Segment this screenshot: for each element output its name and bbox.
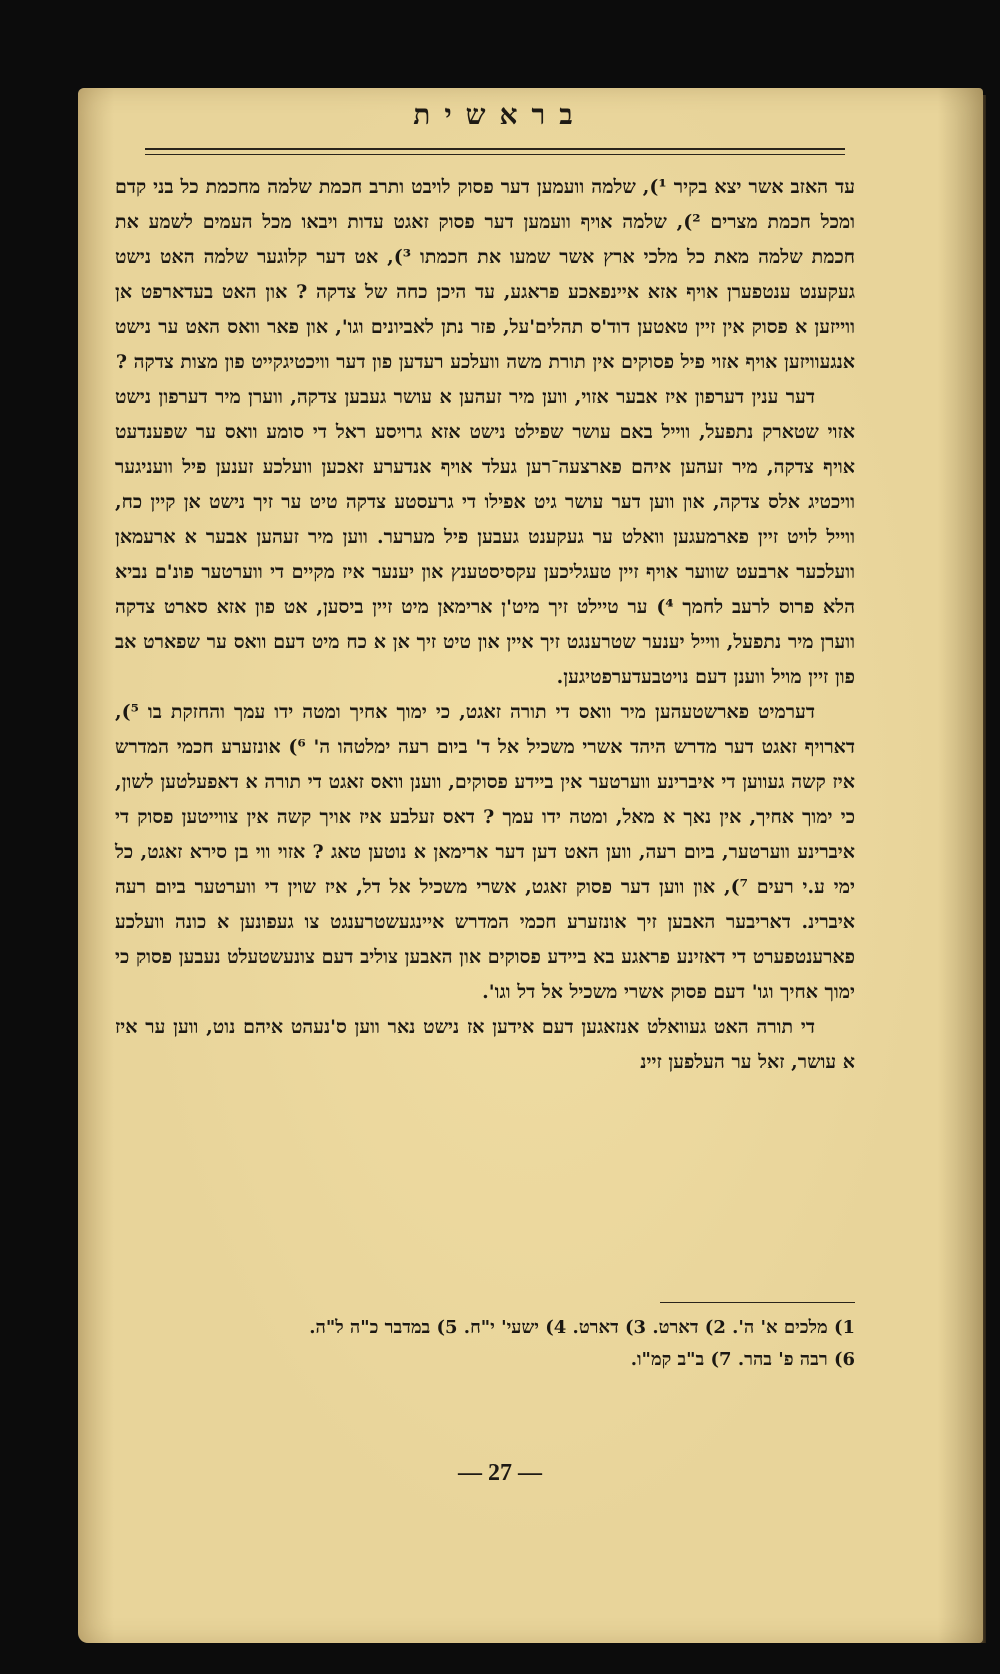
header-rule-bottom xyxy=(145,154,845,155)
footnotes xyxy=(115,1312,855,1376)
footnote-line: 6) רבה פ' בהר. 7) ב"ב קמ"ו. xyxy=(630,1349,855,1370)
running-head: בראשית xyxy=(413,98,587,131)
paragraph: עד האזב אשר יצא בקיר ¹), שלמה וועמען דער פסוק לויבט ותרב חכמת שלמה מחכמת כל בני קדם ומכל חכמת מצרים ²), שלמה אויף וועמען דער פסוק זאגט עדות ויבאו מכל העמים לשמע את חכמת שלמה מאת כל מלכי ארץ אשר שמעו את חכמתו ³), אט דער קלוגער שלמה האט נישט געקענט ענטפערן אויף אזא איינפאכע פראגע, עד היכן כחה של צדקה ? און האט בעדארפט אן ווייזען א פסוק אין זיין טאטען דוד'ס תהלים'על, פזר נתן לאביונים וגו', און פאר וואס האט ער נישט אנגעוויזען אויף אזוי פיל פסוקים אין תורת משה וועלכע רעדען פון דער וויכטיגקייט פון מצות צדקה ? xyxy=(115,176,855,373)
header-rule-top xyxy=(145,148,845,150)
paragraph: דער ענין דערפון איז אבער אזוי, ווען מיר זעהען א עושר געבען צדקה, ווערן מיר דערפון נישט אזוי שטארק נתפעל, ווייל באם עושר שפילט נישט אזא גרויסע ראל די סומע וואס ער שפענדעט אויף צדקה, מיר זעהען איהם פארצעה־רען געלד אויף אנדערע זאכען וועלכע זענען פיל וועניגער וויכטיג אלס צדקה, און ווען דער עושר גיט אפילו די גרעסטע צדקה טיט ער זיך נישט אן קיין כח, ווייל לויט זיין פארמעגען וואלט ער געקענט געבען פיל מערער. ווען מיר זעהען אבער א ארעמאן וועלכער ארבעט שווער אויף זיין טעגליכען עקסיסטענץ און יענער איז מקיים די ווערטער פונ'ם נביא הלא פרוס לרעב לחמך ⁴) ער טיילט זיך מיט'ן ארימאן מיט זיין ביסען, אט פון אזא סארט צדקה ווערן מיר נתפעל, ווייל יענער שטרענגט זיך איין און טיט זיך אן א כח מיט דעם וואס ער שפארט אב פון זיין מויל ווענן דעם נויטבעדערפטיגען. xyxy=(115,386,855,688)
footnote-line: 1) מלכים א' ה'. 2) דארט. 3) דארט. 4) ישעי' י"ח. 5) במדבר כ"ה ל"ה. xyxy=(309,1317,855,1338)
page-number: — 27 — xyxy=(458,1460,542,1486)
paragraph: די תורה האט געוואלט אנזאגען דעם אידען אז נישט נאר ווען ס'נעהט איהם נוט, ווען ער איז א עושר, זאל ער העלפען זיינ xyxy=(115,1016,855,1073)
paragraph: דערמיט פארשטעהען מיר וואס די תורה זאגט, כי ימוך אחיך ומטה ידו עמך והחזקת בו ⁵), דארויף זאגט דער מדרש היהד אשרי משכיל אל ד' ביום רעה ימלטהו ה' ⁶) אונזערע חכמי המדרש איז קשה געווען די איברינע ווערטער אין ביידע פסוקים, ווענן וואס זאגט די תורה א דאפעלטען לשון, כי ימוך אחיך, אין נאך א מאל, ומטה ידו עמך ? דאס זעלבע איז אויך קשה אין צווייטען פסוק די איברינע ווערטער, ביום רעה, ווען האט דען דער ארימאן א נוטען טאג ? אזוי ווי בן סירא זאגט, כל ימי ע.י רעים ⁷), און ווען דער פסוק זאגט, אשרי משכיל אל דל, איז שוין די ווערטער ביום רעה איברינ. דאריבער האבען זיך אונזערע חכמי המדרש איינגעשטרענגט צו געפונען א כונה וועלכע פארענטפערט די דאזינע פראגע בא ביידע פסוקים און האבען צוליב דעם צונעשטעלט נעבען פסוק כי ימוך אחיך וגו' דעם פסוק אשרי משכיל אל דל וגו'. xyxy=(115,701,855,1003)
footnote-rule xyxy=(660,1302,855,1303)
body-text xyxy=(115,170,855,1080)
